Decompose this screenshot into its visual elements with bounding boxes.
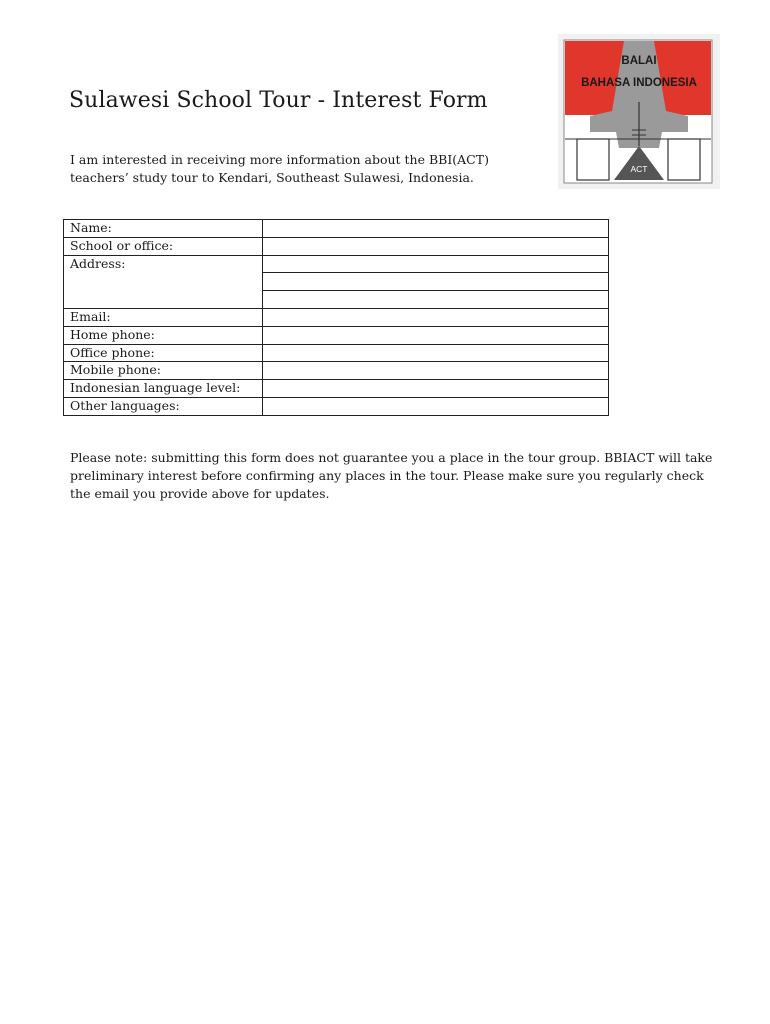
bbi-act-logo (558, 34, 720, 189)
mobile-phone-field[interactable] (263, 362, 609, 380)
form-row-language-level (64, 380, 609, 398)
address-line-2-field[interactable] (263, 273, 609, 291)
school-label: School or office: (64, 237, 263, 255)
office-phone-label: Office phone: (64, 344, 263, 362)
email-label: Email: (64, 308, 263, 326)
address-line-1-field[interactable] (263, 255, 609, 273)
logo-line-1: BALAI (621, 55, 657, 67)
email-field[interactable] (263, 308, 609, 326)
form-row-address (64, 255, 609, 273)
name-label: Name: (64, 220, 263, 238)
interest-form-table (63, 219, 609, 416)
other-languages-field[interactable] (263, 397, 609, 415)
language-level-label: Indonesian language level: (64, 380, 263, 398)
other-languages-label: Other languages: (64, 397, 263, 415)
address-label: Address: (64, 255, 263, 308)
form-row-email (64, 308, 609, 326)
form-row-other-languages (64, 397, 609, 415)
name-field[interactable] (263, 220, 609, 238)
address-line-3-field[interactable] (263, 291, 609, 309)
logo-line-2: BAHASA INDONESIA (581, 77, 697, 89)
mobile-phone-label: Mobile phone: (64, 362, 263, 380)
form-row-home-phone (64, 326, 609, 344)
home-phone-field[interactable] (263, 326, 609, 344)
form-row-office-phone (64, 344, 609, 362)
disclaimer-note: Please note: submitting this form does not guarantee you a place in the tour group. BBIACT will take preliminary interest before confirming any places in the tour. Please make sure you regularly check the email you provide above for updates. (70, 450, 713, 501)
language-level-field[interactable] (263, 380, 609, 398)
office-phone-field[interactable] (263, 344, 609, 362)
intro-text: I am interested in receiving more information about the BBI(ACT) teachers’ study tour to Kendari, Southeast Sulawesi, Indonesia. (70, 152, 489, 185)
school-field[interactable] (263, 237, 609, 255)
form-row-name (64, 220, 609, 238)
logo-badge: ACT (630, 164, 648, 174)
home-phone-label: Home phone: (64, 326, 263, 344)
form-row-mobile-phone (64, 362, 609, 380)
form-row-school (64, 237, 609, 255)
page-title: Sulawesi School Tour - Interest Form (69, 88, 488, 113)
